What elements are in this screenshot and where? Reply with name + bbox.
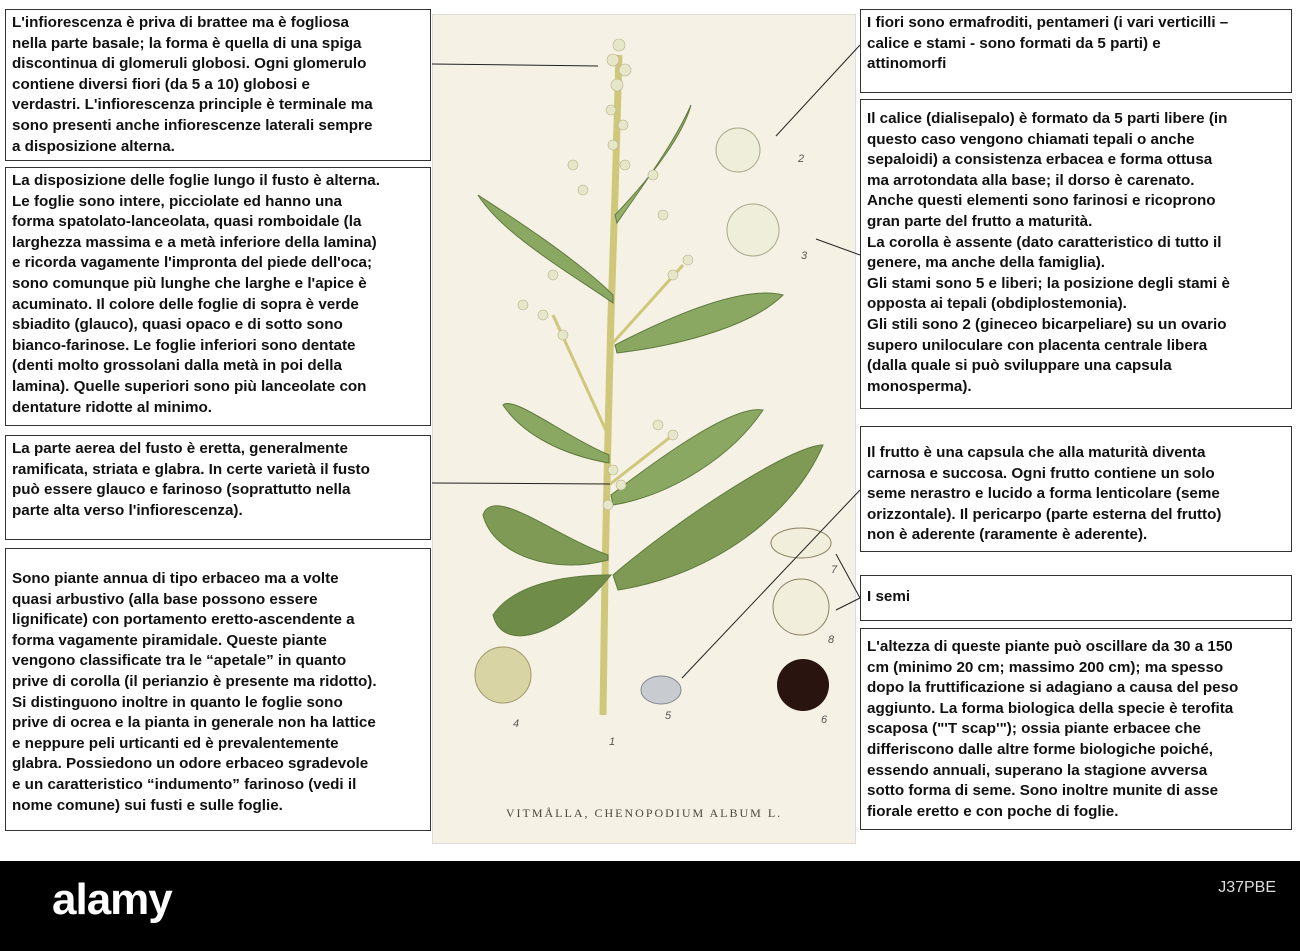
figure-number: 3 (801, 250, 808, 262)
image-id: J37PBE (1218, 879, 1276, 896)
inflorescence-box: L'infiorescenza è priva di brattee ma è fogliosa nella parte basale; la forma è quella di una spiga discontinua di glomeruli globosi. Ogni glomerulo contiene diversi fiori (da 5 a 10) globosi e verdastri. L'infiorescenza principle è terminale ma sono presenti anche infiorescenze laterali sempre a disposizione alterna. (5, 9, 431, 161)
leaves-box: La disposizione delle foglie lungo il fusto è alterna. Le foglie sono intere, picciolate ed hanno una forma spatolato-lanceolata, quasi romboidale (la larghezza massima e a metà inferiore della lamina) e ricorda vagamente l'impronta del piede dell'oca; sono comunque più lunghe che larghe e l'apice è acuminato. Il colore delle foglie di sopra è verde sbiadito (glauco), quasi opaco e di sotto sono bianco-farinose. Le foglie inferiori sono dentate (denti molto grossolani dalla metà in poi della lamina). Quelle superiori sono più lanceolate con dentature ridotte al minimo. (5, 167, 431, 426)
calyx-box: Il calice (dialisepalo) è formato da 5 parti libere (in questo caso vengono chiamati tepali o anche sepaloidi) a consistenza erbacea e forma ottusa ma arrotondata alla base; il dorso è carenato. Anche questi elementi sono farinosi e ricoprono gran parte del frutto a maturità. La corolla è assente (dato caratteristico di tutto il genere, ma anche della famiglia). Gli stami sono 5 e liberi; la posizione degli stami è opposta ai tepali (obdiplostemonia). Gli stili sono 2 (gineceo bicarpeliare) su un ovario supero uniloculare con placenta centrale libera (dalla quale si può sviluppare una capsula monosperma). (860, 99, 1292, 409)
footer-bar (0, 861, 1300, 951)
figure-number: 4 (513, 718, 520, 730)
figure-number: 8 (828, 634, 835, 646)
height-box: L'altezza di queste piante può oscillare da 30 a 150 cm (minimo 20 cm; massimo 200 cm); ma spesso dopo la fruttificazione si adagiano a causa del peso aggiunto. La forma biologica della specie è terofita scaposa ("'T scap'"); ossia piante erbacee che differiscono dalle altre forme biologiche poiché, essendo annuali, superano la stagione avversa sotto forma di seme. Sono inoltre munite di asse fiorale eretto e con poche di foglie. (860, 628, 1292, 830)
seeds-box: I semi (860, 575, 1292, 621)
figure-number: 5 (665, 710, 672, 722)
stem-box: La parte aerea del fusto è eretta, generalmente ramificata, striata e glabra. In certe varietà il fusto può essere glauco e farinoso (soprattutto nella parte alta verso l'infiorescenza). (5, 435, 431, 540)
figure-number: 7 (831, 564, 838, 576)
figure-number: 1 (609, 736, 616, 748)
fruit-box: Il frutto è una capsula che alla maturità diventa carnosa e succosa. Ogni frutto contiene un solo seme nerastro e lucido a forma lenticolare (seme orizzontale). Il pericarpo (parte esterna del frutto) non è aderente (raramente è aderente). (860, 426, 1292, 552)
figure-number: 6 (821, 714, 828, 726)
flowers-box: I fiori sono ermafroditi, pentameri (i vari verticilli – calice e stami - sono formati da 5 parti) e attinomorfi (860, 9, 1292, 93)
brand-logo: alamy (52, 875, 172, 924)
figure-number: 2 (798, 153, 805, 165)
habit-box: Sono piante annua di tipo erbaceo ma a volte quasi arbustivo (alla base possono essere lignificate) con portamento eretto-ascendente a forma vagamente piramidale. Queste piante vengono classificate tra le “apetale” in quanto prive di corolla (il perianzio è presente ma ridotto). Si distinguono inoltre in quanto le foglie sono prive di ocrea e la pianta in generale non ha lattice e neppure peli urticanti ed è prevalentemente glabra. Possiedono un odore erbaceo sgradevole e un caratteristico “indumento” farinoso (vedi il nome comune) sui fusti e sulle foglie. (5, 548, 431, 831)
plate-caption: VITMÅLLA, CHENOPODIUM ALBUM L. (505, 806, 783, 820)
